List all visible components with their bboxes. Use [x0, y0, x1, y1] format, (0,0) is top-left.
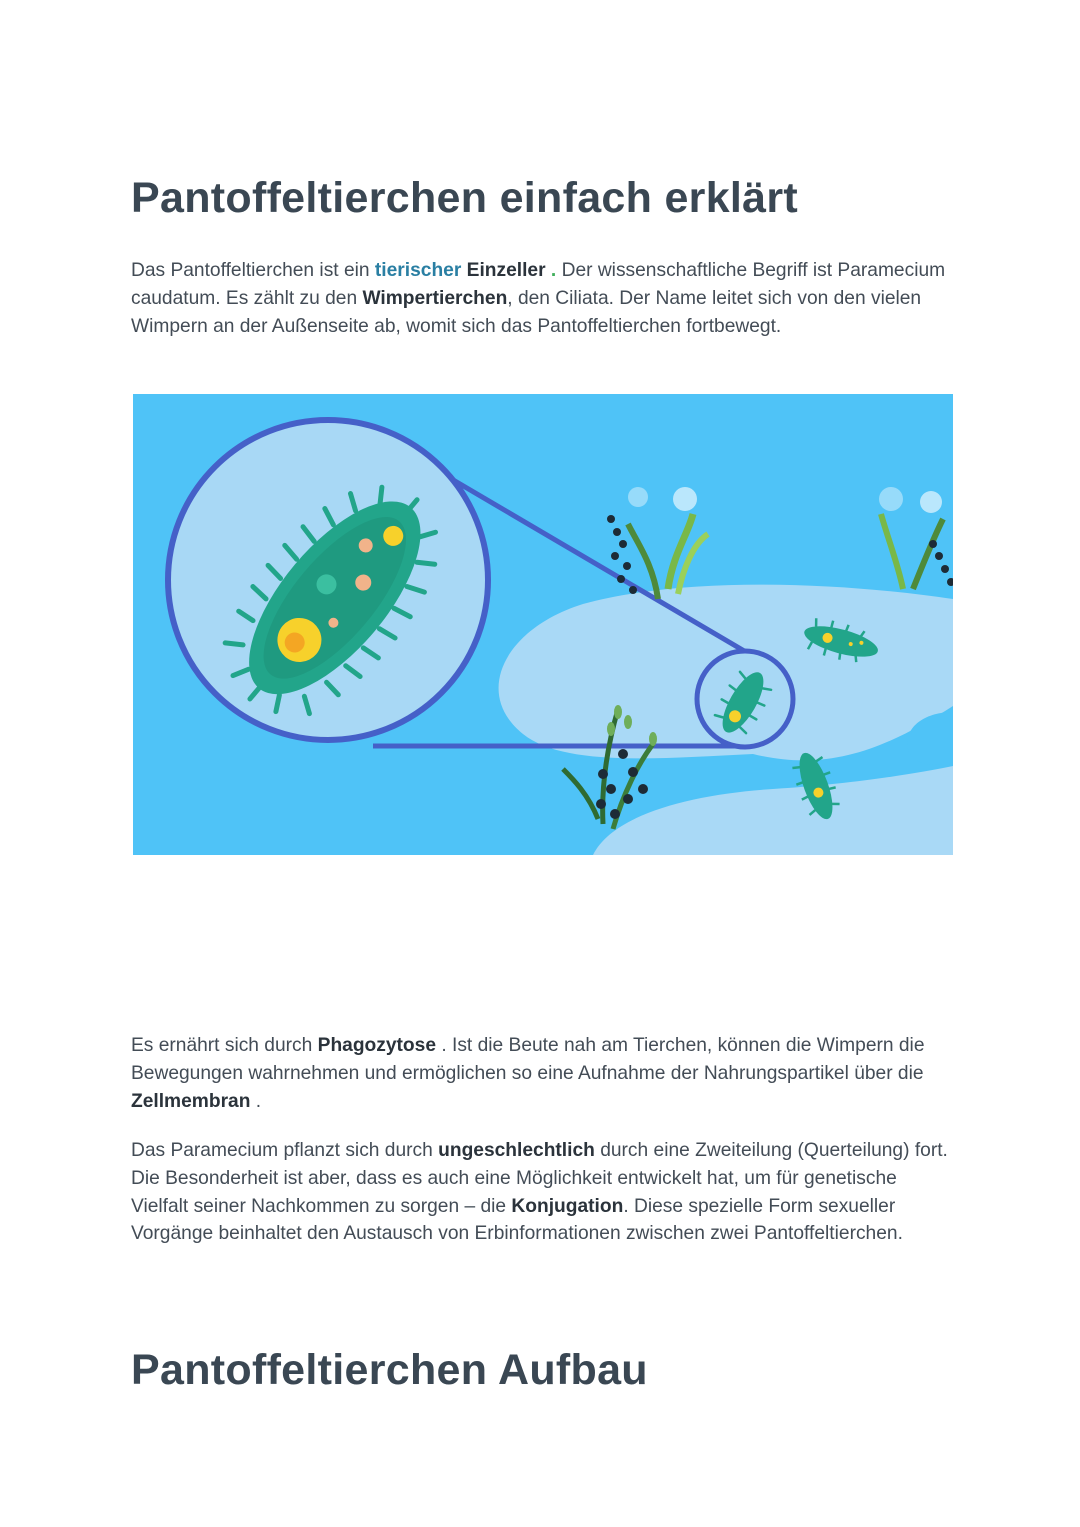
bold-term: Phagozytose	[317, 1035, 436, 1056]
bold-term: Einzeller	[466, 260, 546, 281]
page-title: Pantoffeltierchen einfach erklärt	[131, 174, 799, 222]
bold-term: Wimpertierchen	[362, 287, 508, 309]
paramecium-illustration	[133, 394, 953, 855]
green-dot: .	[550, 260, 557, 281]
bold-term: Zellmembran	[131, 1090, 251, 1112]
nutrition-paragraph: Es ernährt sich durch Phagozytose . Ist die Beute nah am Tierchen, können die Wimpern die Bewegungen wahrnehmen und ermöglichen so eine Aufnahme der Nahrungspartikel über die Zellmembran .	[131, 1035, 925, 1112]
bold-term: ungeschlechtlich	[438, 1140, 595, 1161]
intro-paragraph: Das Pantoffeltierchen ist ein tierischer Einzeller . Der wissenschaftliche Begriff ist Paramecium caudatum. Es zählt zu den Wimpertierchen, den Ciliata. Der Name leitet sich von den vielen Wimpern an der Außenseite ab, womit sich das Pantoffeltierchen fortbewegt.	[131, 260, 946, 337]
link-tierischer[interactable]: tierischer	[374, 260, 462, 281]
bold-term: Konjugation	[511, 1195, 624, 1217]
text: Das Pantoffeltierchen ist ein	[131, 260, 375, 281]
section-heading-aufbau: Pantoffeltierchen Aufbau	[131, 1346, 648, 1394]
reproduction-paragraph: Das Paramecium pflanzt sich durch ungeschlechtlich durch eine Zweiteilung (Querteilung) fort. Die Besonderheit ist aber, dass es auch eine Möglichkeit entwickelt hat, um für genetische Vielfalt seiner Nachkommen zu sorgen – die Konjugation. Diese spezielle Form sexueller Vorgänge beinhaltet den Austausch von Erbinformationen zwischen zwei Pantoffeltierchen.	[131, 1140, 948, 1245]
